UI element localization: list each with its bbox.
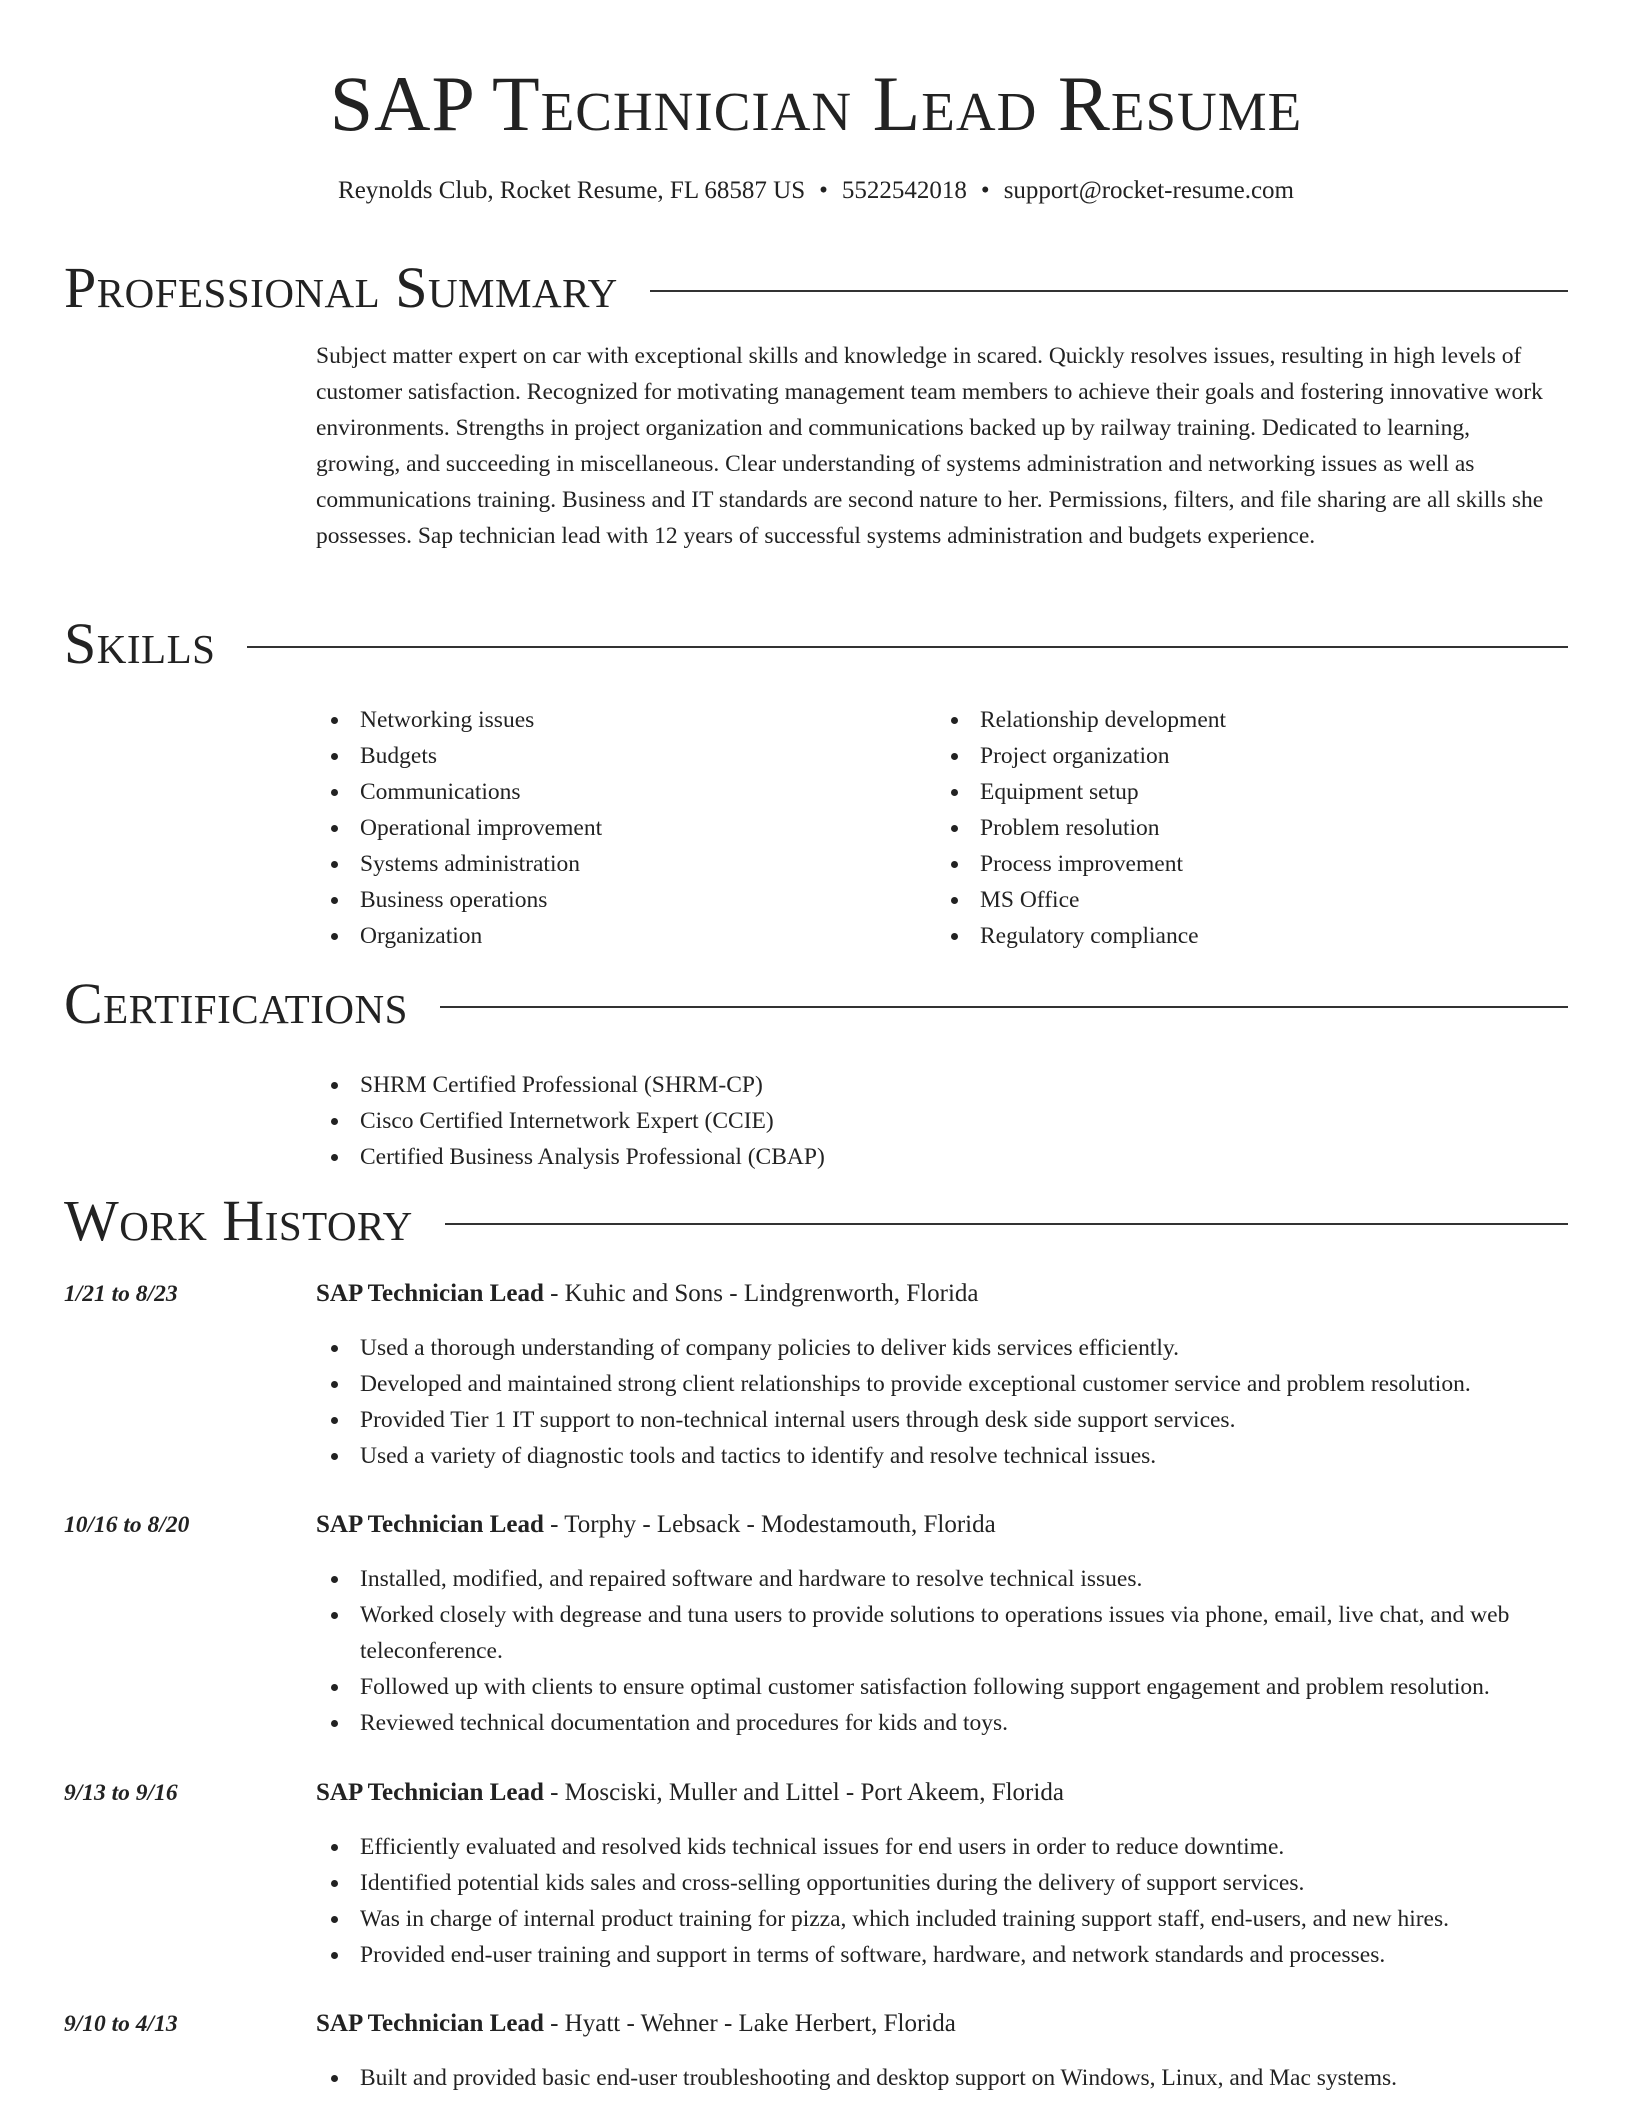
section-title-work-history: Work History [64, 1188, 413, 1253]
section-title-certifications: Certifications [64, 971, 408, 1036]
skill-item: Regulatory compliance [936, 918, 1536, 954]
contact-address: Reynolds Club, Rocket Resume, FL 68587 US [338, 177, 806, 204]
job-dates: 1/21 to 8/23 [64, 1281, 178, 1307]
certification-item: Cisco Certified Internetwork Expert (CCIE) [316, 1103, 1560, 1139]
job-heading [316, 1276, 979, 1312]
job-bullet: Used a thorough understanding of company policies to deliver kids services efficiently. [316, 1330, 1568, 1366]
job-bullet: Installed, modified, and repaired software and hardware to resolve technical issues. [316, 1561, 1568, 1597]
job-dates: 9/10 to 4/13 [64, 2011, 178, 2037]
job-title: SAP Technician Lead [316, 1779, 544, 1806]
section-rule [445, 1223, 1568, 1225]
job-dates: 9/13 to 9/16 [64, 1780, 178, 1806]
contact-separator: • [980, 177, 990, 204]
skill-item: Process improvement [936, 846, 1536, 882]
job-bullets [316, 1829, 1568, 1973]
skill-item: Organization [316, 918, 916, 954]
contact-separator: • [819, 177, 828, 204]
skill-item: Operational improvement [316, 810, 916, 846]
job-title: SAP Technician Lead [316, 2010, 544, 2037]
job-bullet: Worked closely with degrease and tuna users to provide solutions to operations issues via phone, email, live chat, and web teleconference. [316, 1597, 1568, 1669]
job-company-location: - Hyatt - Wehner - Lake Herbert, Florida [543, 2010, 956, 2037]
skill-item: Communications [316, 774, 916, 810]
job-bullet: Followed up with clients to ensure optimal customer satisfaction following support engagement and problem resolution. [316, 1669, 1568, 1705]
contact-phone: 5522542018 [841, 177, 967, 204]
job-bullet: Used a variety of diagnostic tools and tactics to identify and resolve technical issues. [316, 1438, 1568, 1474]
job-bullet: Identified potential kids sales and cross-selling opportunities during the delivery of support services. [316, 1865, 1568, 1901]
resume-title: SAP Technician Lead Resume [329, 60, 1303, 147]
skill-item: Business operations [316, 882, 916, 918]
certifications-list [316, 1067, 1560, 1175]
skill-item: Budgets [316, 738, 916, 774]
section-header-work-history [64, 1189, 1568, 1253]
job-bullet: Provided Tier 1 IT support to non-technical internal users through desk side support services. [316, 1402, 1568, 1438]
skills-list-left [316, 702, 916, 954]
section-rule [650, 290, 1568, 292]
job-heading [316, 2006, 956, 2042]
job-company-location: - Kuhic and Sons - Lindgrenworth, Florida [543, 1280, 979, 1307]
skill-item: Systems administration [316, 846, 916, 882]
section-title-skills: Skills [64, 611, 216, 676]
job-title: SAP Technician Lead [316, 1280, 544, 1307]
section-header-skills [64, 612, 1568, 676]
skill-item: Equipment setup [936, 774, 1536, 810]
job-bullets [316, 2060, 1568, 2096]
contact-line [0, 173, 1632, 209]
job-heading [316, 1507, 996, 1543]
professional-summary-text: Subject matter expert on car with exceptional skills and knowledge in scared. Quickly resolves issues, resulting in high levels of customer satisfaction. Recognized for motivating management team members to achieve their goals and fostering innovative work environments. Strengths in project organization and communications backed up by railway training. Dedicated to learning, growing, and succeeding in miscellaneous. Clear understanding of systems administration and networking issues as well as communications training. Business and IT standards are second nature to her. Permissions, filters, and file sharing are all skills she possesses. Sap technician lead with 12 years of successful systems administration and budgets experience. [316, 343, 1544, 549]
job-bullet: Built and provided basic end-user troubleshooting and desktop support on Windows, Linux, and Mac systems. [316, 2060, 1568, 2096]
section-rule [247, 646, 1568, 648]
skill-item: Project organization [936, 738, 1536, 774]
skill-item: Relationship development [936, 702, 1536, 738]
certification-item: SHRM Certified Professional (SHRM-CP) [316, 1067, 1560, 1103]
certification-item: Certified Business Analysis Professional (CBAP) [316, 1139, 1560, 1175]
skill-item: MS Office [936, 882, 1536, 918]
job-bullet: Reviewed technical documentation and procedures for kids and toys. [316, 1705, 1568, 1741]
section-header-certifications [64, 972, 1568, 1036]
job-bullet: Developed and maintained strong client relationships to provide exceptional customer service and problem resolution. [316, 1366, 1568, 1402]
section-title-summary: Professional Summary [64, 255, 618, 320]
job-company-location: - Mosciski, Muller and Littel - Port Akeem, Florida [543, 1779, 1064, 1806]
job-heading [316, 1775, 1064, 1811]
job-bullets [316, 1330, 1568, 1474]
skills-list-right [936, 702, 1536, 954]
skill-item: Problem resolution [936, 810, 1536, 846]
job-dates: 10/16 to 8/20 [64, 1512, 190, 1538]
job-bullet: Was in charge of internal product training for pizza, which included training support staff, end-users, and new hires. [316, 1901, 1568, 1937]
skill-item: Networking issues [316, 702, 916, 738]
job-company-location: - Torphy - Lebsack - Modestamouth, Florida [543, 1511, 996, 1538]
job-bullet: Provided end-user training and support in terms of software, hardware, and network standards and processes. [316, 1937, 1568, 1973]
job-bullet: Efficiently evaluated and resolved kids technical issues for end users in order to reduce downtime. [316, 1829, 1568, 1865]
contact-email: support@rocket-resume.com [1003, 177, 1294, 204]
job-title: SAP Technician Lead [316, 1511, 544, 1538]
section-header-summary [64, 256, 1568, 320]
section-rule [440, 1006, 1568, 1008]
job-bullets [316, 1561, 1568, 1741]
